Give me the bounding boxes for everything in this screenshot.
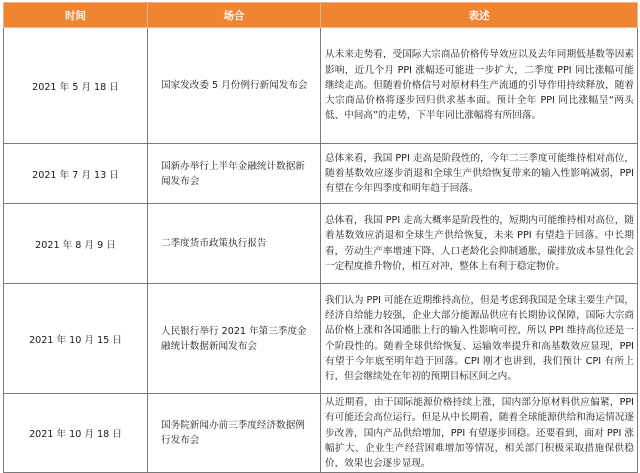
row-statement: 总体看，我国 PPI 走高大概率是阶段性的，短期内可能维持相对高位，随着基数效应消退和全球生产供给恢复，未来 PPI 有望趋于回落。中长期看，劳动生产率增速下降、人口老龄化会抑制通胀，碳排放成本显性化会一定程度推升物价，相互对冲，整体上有利于稳定物价。: [321, 204, 638, 284]
row-occasion: 二季度货币政策执行报告: [148, 204, 321, 284]
table-row: [4, 144, 638, 204]
row-statement: 从未来走势看，受国际大宗商品价格传导效应以及去年同期低基数等因素影响，近几个月 PPI 涨幅还可能进一步扩大，二季度 PPI 同比涨幅可能继续走高。但随着价格信号对原材料生产流通的引导作用持续释放，随着大宗商品价格将逐步回归供求基本面。预计全年 PPI 同比涨幅呈“两头低、中间高”的走势，下半年同比涨幅将有所回落。: [321, 28, 638, 144]
row-time: 2021 年 10 月 18 日: [4, 394, 148, 473]
row-time: 2021 年 7 月 13 日: [4, 144, 148, 204]
row-occasion: 国家发改委 5 月份例行新闻发布会: [148, 28, 321, 144]
row-occasion: 国务院新闻办前三季度经济数据例行发布会: [148, 394, 321, 473]
row-statement: 从近期看，由于国际能源价格持续上涨，国内部分原材料供应偏紧，PPI 有可能还会高位运行。但是从中长期看，随着全球能源供给和海运情况逐步改善，国内产品供给增加，PPI 有望逐步回稳。还要看到，面对 PPI 涨幅扩大、企业生产经营困难增加等情况，相关部门积极采取措施保供稳价，效果也会逐步显现。: [321, 394, 638, 473]
row-occasion: 国新办举行上半年金融统计数据新闻发布会: [148, 144, 321, 204]
header-occasion: 场合: [148, 3, 321, 28]
ppi-statements-table: [3, 2, 638, 473]
table-row: [4, 284, 638, 394]
row-time: 2021 年 10 月 15 日: [4, 284, 148, 394]
row-time: 2021 年 5 月 18 日: [4, 28, 148, 144]
header-row: [4, 3, 638, 28]
row-statement: 总体来看，我国 PPI 走高是阶段性的，今年二三季度可能维持相对高位，随着基数效应逐步消退和全球生产供给恢复带来的输入性影响减弱，PPI 有望在今年四季度和明年趋于回落。: [321, 144, 638, 204]
table-row: [4, 28, 638, 144]
header-statement: 表述: [321, 3, 638, 28]
row-time: 2021 年 8 月 9 日: [4, 204, 148, 284]
row-statement: 我们认为 PPI 可能在近期维持高位，但是考虑到我国是全球主要生产国，经济自给能力较强，企业大部分能源品供应有长期协议保障，国际大宗商品价格上涨和各国通胀上行的输入性影响可控，所以 PPI 维持高位还是一个阶段性的。随着全球供给恢复、运输效率提升和高基数效应显现，PPI 有望于今年底至明年趋于回落。CPI 刚才也讲到，我们预计 CPI 有所上行，但会继续处在年初的预期目标区间之内。: [321, 284, 638, 394]
row-occasion: 人民银行举行 2021 年第三季度金融统计数据新闻发布会: [148, 284, 321, 394]
header-time: 时间: [4, 3, 148, 28]
table-row: [4, 394, 638, 473]
table-row: [4, 204, 638, 284]
